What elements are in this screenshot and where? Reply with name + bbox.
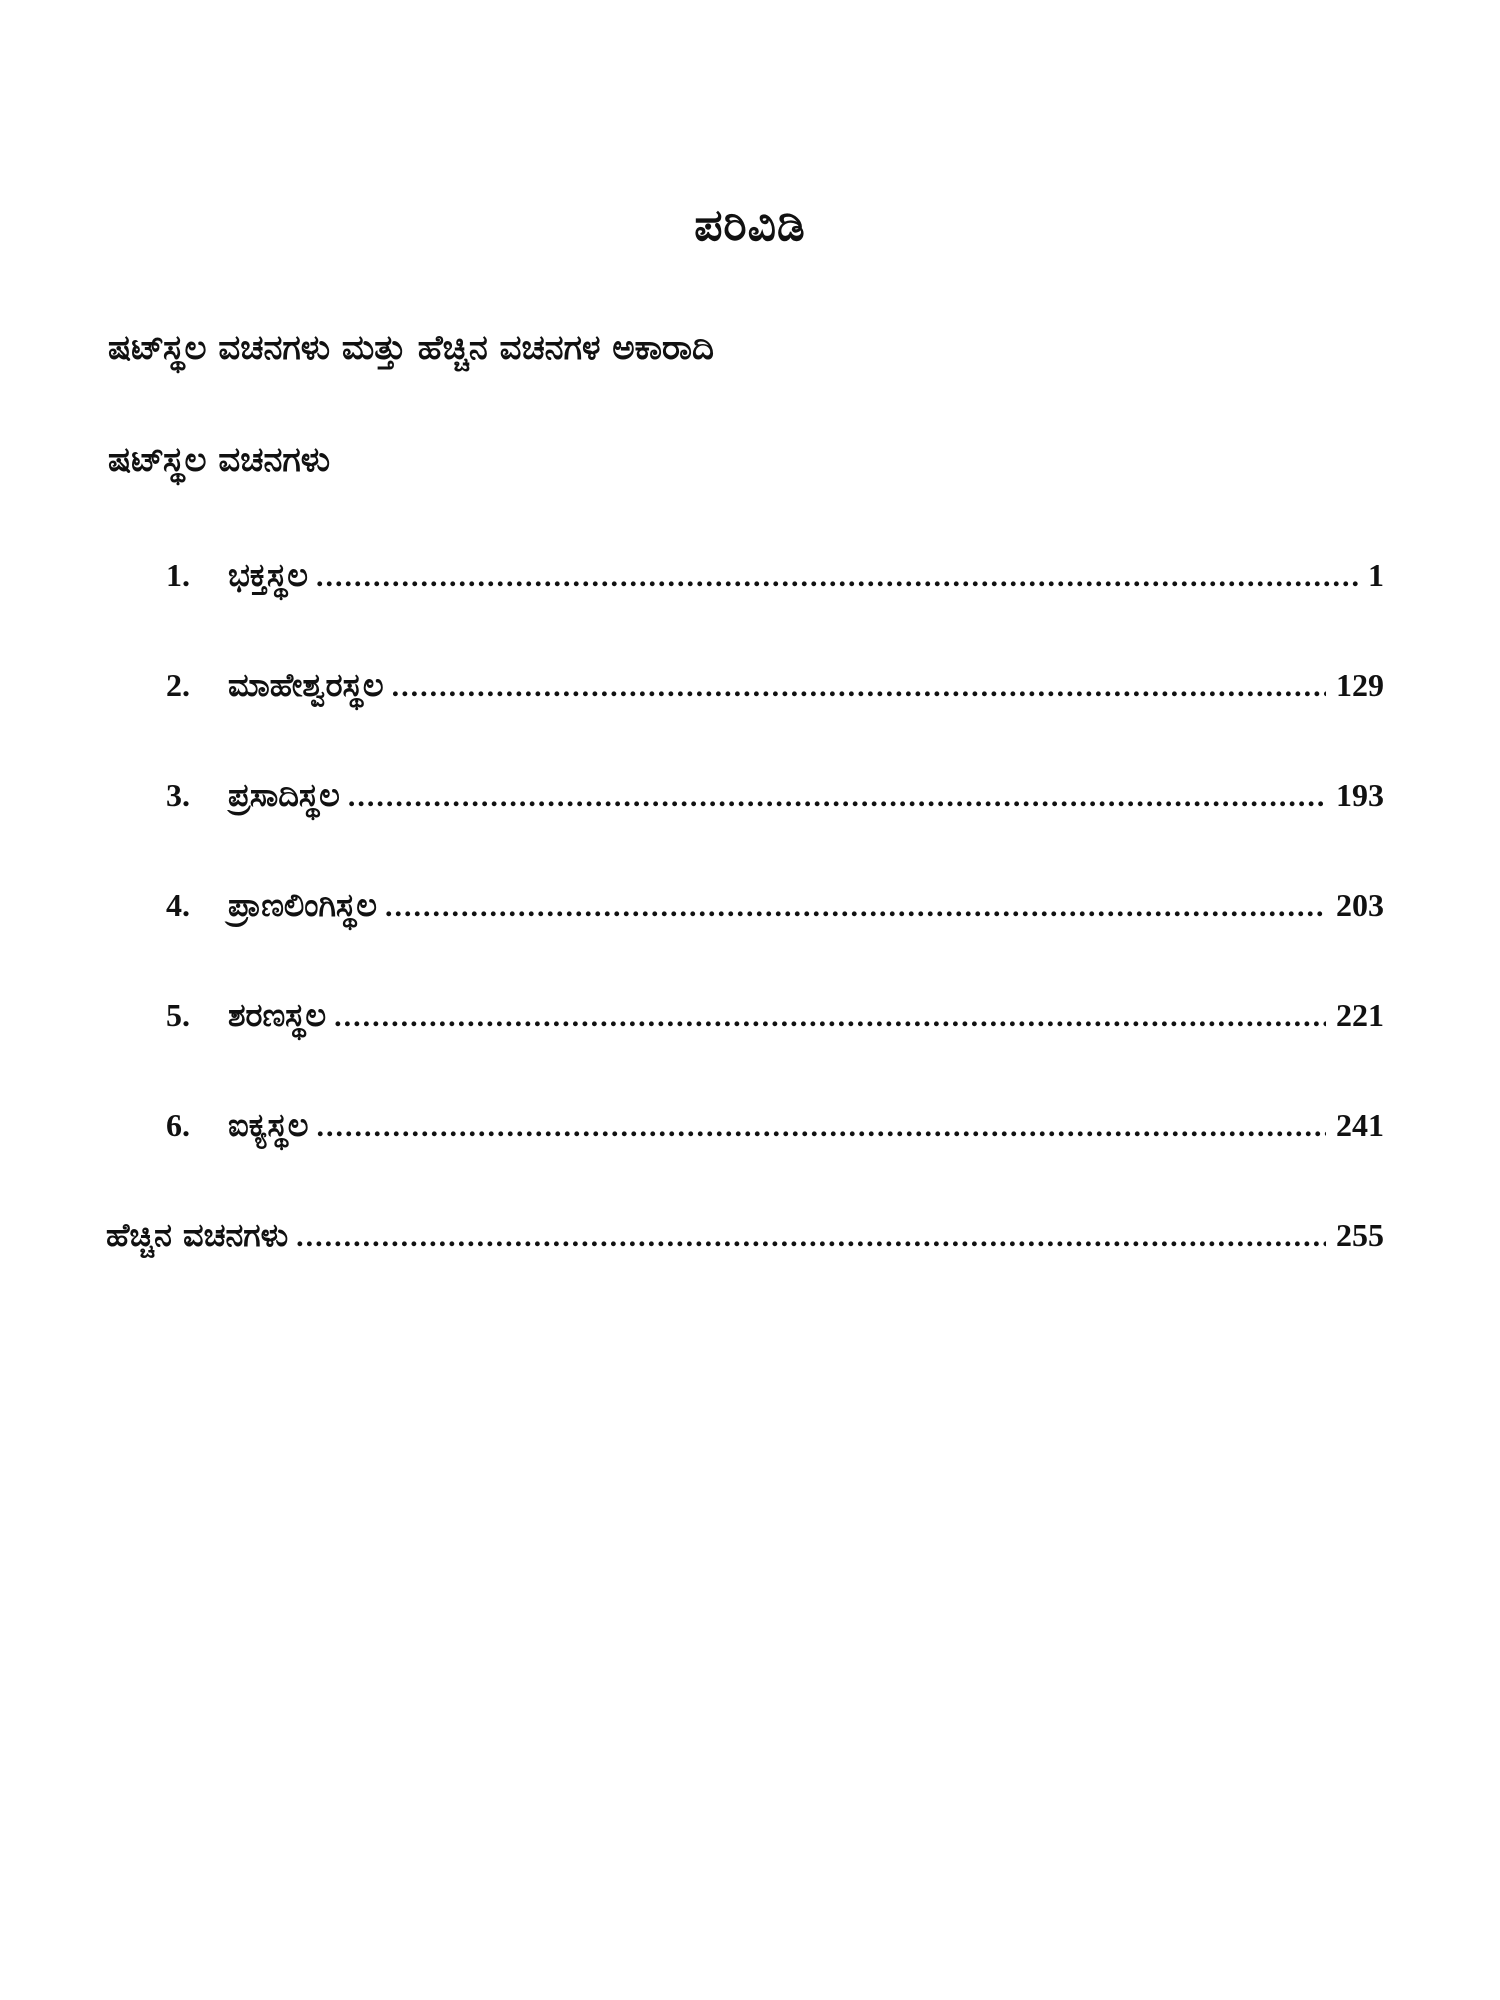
toc-entry-number: 1. <box>166 557 190 593</box>
toc-entry-page: 1 <box>1368 557 1384 593</box>
page-title: ಪರಿವಿಡಿ <box>694 200 806 251</box>
toc-entry-page: 193 <box>1336 777 1384 813</box>
toc-entry <box>166 776 1384 815</box>
toc-entry-label: ಶರಣಸ್ಥಲ <box>228 996 327 1034</box>
toc-entry <box>166 886 1384 925</box>
toc-entry-label: ಐಕ್ಯಸ್ಥಲ <box>228 1106 309 1144</box>
toc-entry <box>166 666 1384 705</box>
dot-leader <box>348 780 1326 814</box>
toc-entry-label: ಪ್ರಾಣಲಿಂಗಿಸ್ಥಲ <box>228 886 377 924</box>
toc-entry-extra <box>106 1216 1384 1255</box>
toc-entry <box>166 556 1384 595</box>
toc-entry <box>166 996 1384 1035</box>
toc-entry-number: 6. <box>166 1107 190 1143</box>
dot-leader <box>296 1220 1326 1254</box>
toc-entry-label: ಮಾಹೇಶ್ವರಸ್ಥಲ <box>228 666 384 704</box>
dot-leader <box>316 560 1358 594</box>
toc-entry-number: 2. <box>166 667 190 703</box>
toc-entry-page: 129 <box>1336 667 1384 703</box>
toc-entry-number: 3. <box>166 777 190 813</box>
dot-leader <box>316 1110 1326 1144</box>
section-heading-main: ಷಟ್‍ಸ್ಥಲ ವಚನಗಳು ಮತ್ತು ಹೆಚ್ಚಿನ ವಚನಗಳ ಅಕಾರಾದಿ <box>108 328 714 368</box>
toc-entry-page: 203 <box>1336 887 1384 923</box>
dot-leader <box>392 670 1326 704</box>
toc-entry-label: ಪ್ರಸಾದಿಸ್ಥಲ <box>228 776 340 814</box>
toc-entry-label: ಭಕ್ತಸ್ಥಲ <box>228 556 308 594</box>
toc-entry-number: 5. <box>166 997 190 1033</box>
toc-entry-page: 255 <box>1336 1217 1384 1253</box>
toc-entry-page: 221 <box>1336 997 1384 1033</box>
toc-entry-number: 4. <box>166 887 190 923</box>
toc-entry <box>166 1106 1384 1145</box>
dot-leader <box>385 890 1326 924</box>
section-heading-sub: ಷಟ್‍ಸ್ಥಲ ವಚನಗಳು <box>108 440 331 480</box>
toc-entry-label: ಹೆಚ್ಚಿನ ವಚನಗಳು <box>106 1216 289 1254</box>
dot-leader <box>334 1000 1326 1034</box>
toc-entry-page: 241 <box>1336 1107 1384 1143</box>
